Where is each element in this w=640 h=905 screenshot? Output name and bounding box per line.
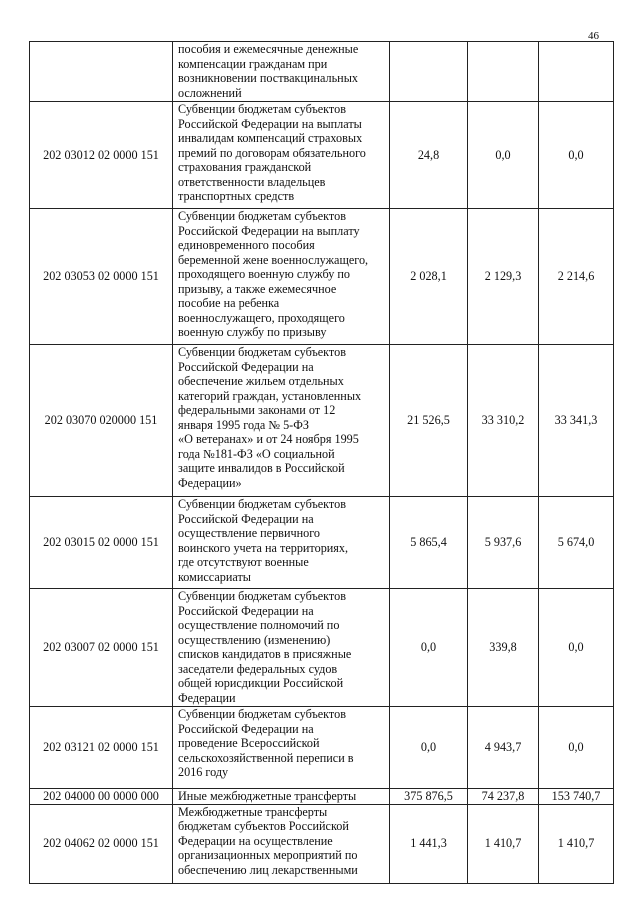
table-row (30, 804, 614, 883)
description-line: Субвенции бюджетам субъектов (178, 707, 346, 721)
description-line: проведение Всероссийской (178, 736, 320, 750)
description-line: защите инвалидов в Российской (178, 461, 345, 475)
description-line: Российской Федерации на (178, 721, 314, 736)
description-line: «О ветеранах» и от 24 ноября 1995 (178, 432, 359, 446)
description-line: компенсации гражданам при (178, 56, 328, 71)
amount-cell-year-3: 0,0 (539, 589, 614, 707)
amount-cell-year-1: 2 028,1 (390, 209, 468, 345)
amount-cell-year-1: 375 876,5 (390, 789, 468, 805)
description-line: бюджетам субъектов Российской (178, 819, 349, 833)
amount-cell-year-1: 0,0 (390, 589, 468, 707)
description-line: Российской Федерации на (178, 359, 314, 374)
description-line: сельскохозяйственной переписи в (178, 750, 354, 765)
description-line: Федерации на осуществление (178, 833, 333, 848)
description-line: Субвенции бюджетам субъектов (178, 497, 346, 511)
budget-code-cell: 202 04000 00 0000 000 (30, 789, 173, 805)
description-line: проходящего военную службу по (178, 267, 351, 281)
amount-cell-year-3: 2 214,6 (539, 209, 614, 345)
description-line: Субвенции бюджетам субъектов (178, 102, 346, 116)
budget-code-cell: 202 04062 02 0000 151 (30, 804, 173, 883)
table-row (30, 345, 614, 497)
budget-code-cell: 202 03053 02 0000 151 (30, 209, 173, 345)
description-line: федеральными законами от 12 (178, 403, 336, 417)
amount-cell-year-2: 2 129,3 (468, 209, 539, 345)
description-line: Межбюджетные трансферты (178, 804, 328, 819)
description-line: обеспечению лиц лекарственными (178, 862, 358, 877)
amount-cell-year-2 (468, 42, 539, 102)
description-line: призыву, а также ежемесячное (178, 281, 337, 296)
amount-cell-year-3: 5 674,0 (539, 497, 614, 589)
description-line: Иные межбюджетные трансферты (178, 789, 357, 803)
description-line: военную службу по призыву (178, 325, 327, 339)
description-line: ответственности владельцев (178, 174, 326, 189)
amount-cell-year-3: 33 341,3 (539, 345, 614, 497)
amount-cell-year-2: 5 937,6 (468, 497, 539, 589)
description-line: Федерации» (178, 475, 242, 490)
description-line: Субвенции бюджетам субъектов (178, 589, 346, 603)
description-line: воинского учета на территориях, (178, 540, 349, 555)
description-line: где отсутствуют военные (178, 555, 309, 569)
description-line: списков кандидатов в присяжные (178, 647, 352, 661)
amount-cell-year-1: 24,8 (390, 102, 468, 209)
budget-code-cell (30, 42, 173, 102)
table-row (30, 707, 614, 789)
description-line: организационных мероприятий по (178, 848, 358, 862)
description-line: комиссариаты (178, 569, 251, 584)
page-number: 46 (588, 30, 599, 42)
description-line: пособия и ежемесячные денежные (178, 42, 359, 56)
amount-cell-year-3: 153 740,7 (539, 789, 614, 805)
amount-cell-year-3: 0,0 (539, 102, 614, 209)
description-line: общей юрисдикции Российской (178, 676, 344, 690)
description-line: Субвенции бюджетам субъектов (178, 345, 346, 359)
description-line: беременной жене военнослужащего, (178, 252, 369, 267)
description-line: Российской Федерации на выплату (178, 223, 360, 238)
amount-cell-year-3: 1 410,7 (539, 804, 614, 883)
description-line: Российской Федерации на выплаты (178, 116, 362, 131)
description-line: осуществление полномочий по (178, 618, 340, 632)
description-line: страхования гражданской (178, 160, 312, 174)
description-line: Российской Федерации на (178, 511, 314, 526)
description-cell (173, 707, 390, 789)
description-line: заседатели федеральных судов (178, 661, 338, 676)
description-cell (173, 497, 390, 589)
table-row (30, 102, 614, 209)
amount-cell-year-1: 21 526,5 (390, 345, 468, 497)
amount-cell-year-3 (539, 42, 614, 102)
description-cell (173, 789, 390, 805)
description-cell (173, 42, 390, 102)
amount-cell-year-2: 4 943,7 (468, 707, 539, 789)
description-line: военнослужащего, проходящего (178, 310, 345, 325)
description-line: осуществлению (изменению) (178, 632, 331, 647)
amount-cell-year-2: 339,8 (468, 589, 539, 707)
budget-code-cell: 202 03121 02 0000 151 (30, 707, 173, 789)
budget-code-cell: 202 03007 02 0000 151 (30, 589, 173, 707)
description-line: инвалидам компенсаций страховых (178, 131, 363, 145)
budget-code-cell: 202 03070 020000 151 (30, 345, 173, 497)
description-line: осложнений (178, 85, 242, 100)
description-line: транспортных средств (178, 189, 295, 203)
amount-cell-year-2: 74 237,8 (468, 789, 539, 805)
table-row (30, 42, 614, 102)
budget-table-body (30, 42, 614, 884)
amount-cell-year-3: 0,0 (539, 707, 614, 789)
budget-code-cell: 202 03015 02 0000 151 (30, 497, 173, 589)
description-cell (173, 345, 390, 497)
description-line: Российской Федерации на (178, 603, 314, 618)
description-cell (173, 209, 390, 345)
table-row (30, 589, 614, 707)
budget-table (29, 41, 614, 884)
table-row (30, 789, 614, 805)
table-row (30, 497, 614, 589)
description-line: Федерации (178, 690, 236, 705)
amount-cell-year-1: 0,0 (390, 707, 468, 789)
amount-cell-year-1: 1 441,3 (390, 804, 468, 883)
table-row (30, 209, 614, 345)
description-cell (173, 804, 390, 883)
description-line: единовременного пособия (178, 238, 315, 252)
amount-cell-year-2: 33 310,2 (468, 345, 539, 497)
amount-cell-year-2: 0,0 (468, 102, 539, 209)
description-line: пособие на ребенка (178, 296, 280, 310)
description-cell (173, 102, 390, 209)
description-line: категорий граждан, установленных (178, 388, 362, 403)
description-line: года №181-ФЗ «О социальной (178, 446, 335, 461)
description-line: 2016 году (178, 765, 229, 779)
description-cell (173, 589, 390, 707)
budget-code-cell: 202 03012 02 0000 151 (30, 102, 173, 209)
description-line: премий по договорам обязательного (178, 145, 366, 160)
amount-cell-year-2: 1 410,7 (468, 804, 539, 883)
description-line: обеспечение жильем отдельных (178, 374, 344, 388)
description-line: Субвенции бюджетам субъектов (178, 209, 346, 223)
description-line: возникновении поствакцинальных (178, 71, 358, 85)
description-line: осуществление первичного (178, 526, 320, 540)
amount-cell-year-1: 5 865,4 (390, 497, 468, 589)
description-line: января 1995 года № 5-ФЗ (178, 417, 309, 432)
amount-cell-year-1 (390, 42, 468, 102)
